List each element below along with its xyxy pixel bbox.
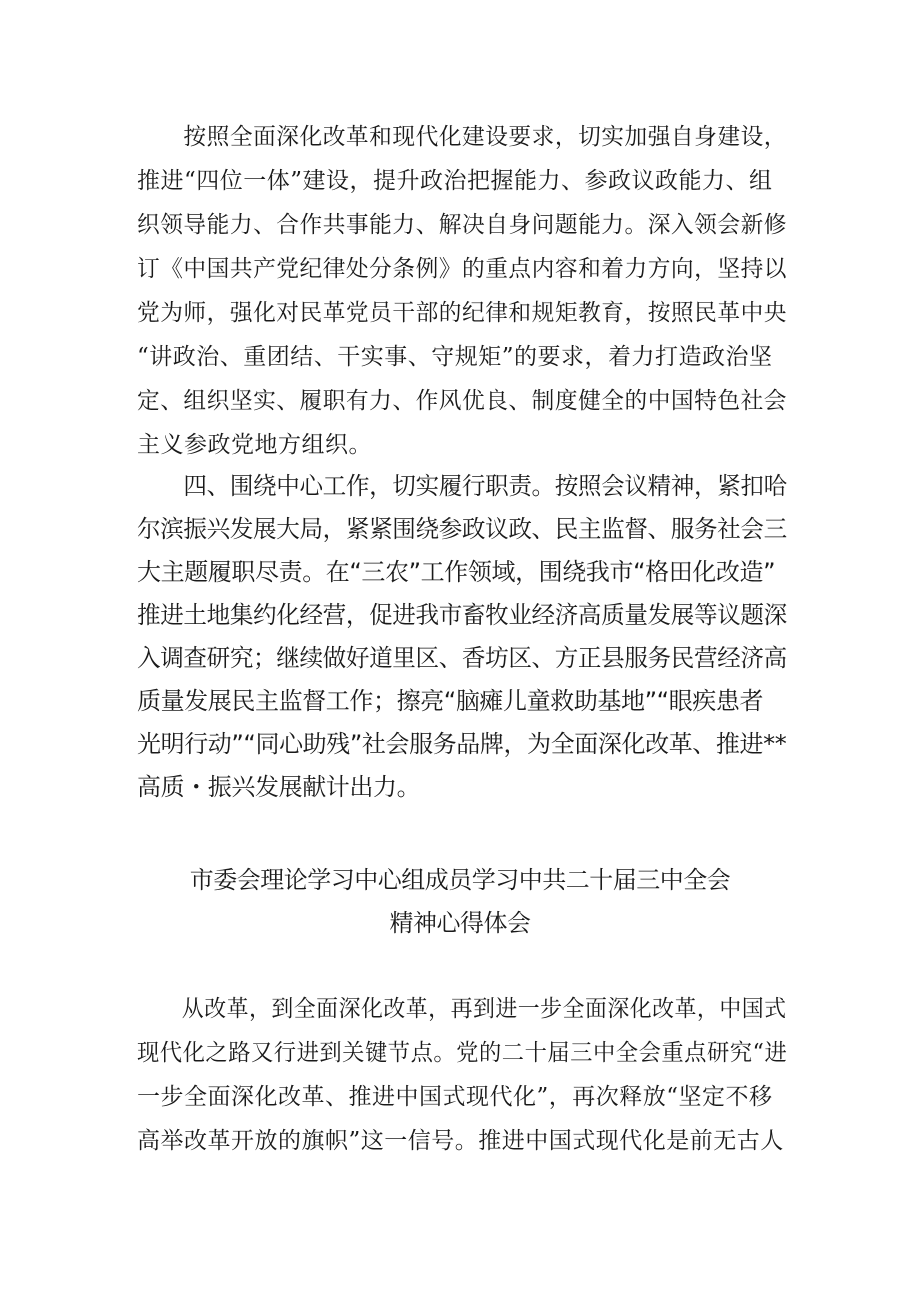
text-line: 四、围绕中心工作，切实履行职责。按照会议精神，紧扣哈 bbox=[137, 472, 787, 500]
text-line: 一步全面深化改革、推进中国式现代化”，再次释放“坚定不移 bbox=[137, 1084, 773, 1110]
text-line: 光明行动”“同心助残”社会服务品牌，为全面深化改革、推进** bbox=[137, 730, 787, 758]
text-line: 党为师，强化对民革党员干部的纪律和规矩教育，按照民革中央 bbox=[137, 300, 787, 326]
text-line: 主义参政党地方组织。 bbox=[137, 432, 372, 458]
text-line: 订《中国共产党纪律处分条例》的重点内容和着力方向，坚持以 bbox=[137, 256, 787, 282]
article-title-line-1: 市委会理论学习中心组成员学习中共二十届三中全会 bbox=[189, 866, 731, 894]
text-line: 高举改革开放的旗帜”这一信号。推进中国式现代化是前无古人 bbox=[137, 1128, 784, 1154]
text-line: 入调查研究；继续做好道里区、香坊区、方正县服务民营经济高 bbox=[137, 644, 787, 672]
text-line: 高质・振兴发展献计出力。 bbox=[137, 773, 421, 801]
article-title-line-2: 精神心得体会 bbox=[389, 909, 531, 937]
text-line: 质量发展民主监督工作；擦亮“脑瘫儿童救助基地”“眼疾患者 bbox=[137, 687, 764, 715]
text-line: “讲政治、重团结、干实事、守规矩”的要求，着力打造政治坚 bbox=[137, 344, 773, 370]
text-line: 大主题履职尽责。在“三农”工作领域，围绕我市“格田化改造” bbox=[137, 558, 776, 586]
text-line: 尔滨振兴发展大局，紧紧围绕参政议政、民主监督、服务社会三 bbox=[137, 515, 787, 543]
text-line: 织领导能力、合作共事能力、解决自身问题能力。深入领会新修 bbox=[137, 212, 787, 238]
text-line: 推进“四位一体”建设，提升政治把握能力、参政议政能力、组 bbox=[137, 168, 773, 194]
text-line: 从改革，到全面深化改革，再到进一步全面深化改革，中国式 bbox=[137, 996, 787, 1022]
text-line: 按照全面深化改革和现代化建设要求，切实加强自身建设， bbox=[137, 124, 787, 150]
text-line: 推进土地集约化经营，促进我市畜牧业经济高质量发展等议题深 bbox=[137, 601, 787, 629]
text-line: 现代化之路又行进到关键节点。党的二十届三中全会重点研究“进 bbox=[137, 1040, 788, 1066]
text-line: 定、组织坚实、履职有力、作风优良、制度健全的中国特色社会 bbox=[137, 388, 787, 414]
